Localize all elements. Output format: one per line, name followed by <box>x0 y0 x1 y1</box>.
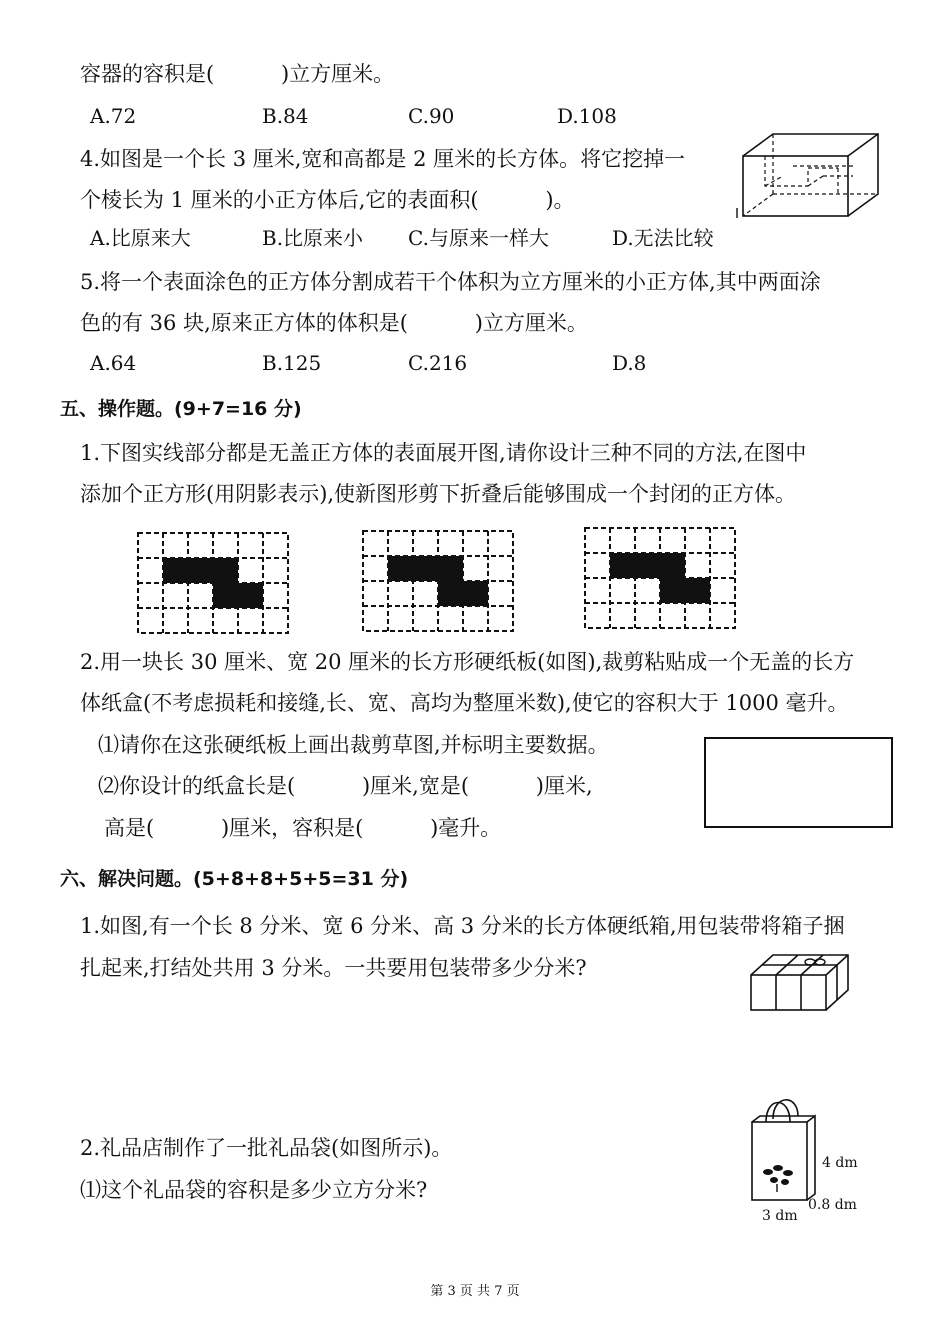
q5-line1: 5.将一个表面涂色的正方体分割成若干个体积为立方厘米的小正方体,其中两面涂 <box>80 270 821 294</box>
net-grid-2 <box>363 531 513 631</box>
section6-heading: 六、解决问题。(5+8+8+5+5=31 分) <box>60 868 409 890</box>
s6-q1-line1: 1.如图,有一个长 8 分米、宽 6 分米、高 3 分米的长方体硬纸箱,用包装带将箱子捆 <box>80 914 845 938</box>
q3-option-b: B.84 <box>262 104 309 128</box>
tied-box-figure <box>748 945 853 1015</box>
q3-text: 容器的容积是( )立方厘米。 <box>80 62 395 86</box>
q4-option-c: C.与原来一样大 <box>408 226 549 250</box>
q3-option-c: C.90 <box>408 104 455 128</box>
q4-line2: 个棱长为 1 厘米的小正方体后,它的表面积( )。 <box>80 188 575 212</box>
s5-q2-line1: 2.用一块长 30 厘米、宽 20 厘米的长方形硬纸板(如图),裁剪粘贴成一个无盖的长方 <box>80 650 855 674</box>
q5-option-c: C.216 <box>408 351 468 375</box>
cuboid-figure <box>735 128 885 223</box>
q4-option-d: D.无法比较 <box>612 226 714 250</box>
s6-q2-sub1: ⑴这个礼品袋的容积是多少立方分米? <box>80 1178 428 1202</box>
bag-height-label: 4 dm <box>822 1155 858 1171</box>
net-grid-3 <box>585 528 735 628</box>
net-grids <box>130 525 770 640</box>
q5-option-b: B.125 <box>262 351 322 375</box>
s5-q1-line2: 添加个正方形(用阴影表示),使新图形剪下折叠后能够围成一个封闭的正方体。 <box>80 482 797 506</box>
q5-line2: 色的有 36 块,原来正方体的体积是( )立方厘米。 <box>80 311 588 335</box>
gift-bag-figure <box>748 1092 818 1212</box>
s5-q2-sub1: ⑴请你在这张硬纸板上画出裁剪草图,并标明主要数据。 <box>98 733 609 757</box>
q4-line1: 4.如图是一个长 3 厘米,宽和高都是 2 厘米的长方体。将它挖掉一 <box>80 147 686 171</box>
cardboard-rectangle <box>704 737 893 828</box>
q3-option-d: D.108 <box>557 104 617 128</box>
page-footer: 第 3 页 共 7 页 <box>430 1284 520 1299</box>
s6-q1-line2: 扎起来,打结处共用 3 分米。一共要用包装带多少分米? <box>80 956 587 980</box>
section5-heading: 五、操作题。(9+7=16 分) <box>60 398 302 420</box>
q4-option-a: A.比原来大 <box>90 226 191 250</box>
s5-q1-line1: 1.下图实线部分都是无盖正方体的表面展开图,请你设计三种不同的方法,在图中 <box>80 441 807 465</box>
q4-option-b: B.比原来小 <box>262 226 364 250</box>
bag-width-label: 3 dm <box>762 1208 798 1224</box>
net-grid-1 <box>138 533 288 633</box>
s6-q2-line1: 2.礼品店制作了一批礼品袋(如图所示)。 <box>80 1136 453 1160</box>
q5-option-a: A.64 <box>90 351 137 375</box>
s5-q2-line2: 体纸盒(不考虑损耗和接缝,长、宽、高均为整厘米数),使它的容积大于 1000 毫升。 <box>80 691 849 715</box>
s5-q2-sub3: 高是( )厘米，容积是( )毫升。 <box>104 816 502 840</box>
bag-depth-label: 0.8 dm <box>808 1197 857 1213</box>
q5-option-d: D.8 <box>612 351 647 375</box>
q3-option-a: A.72 <box>90 104 137 128</box>
s5-q2-sub2: ⑵你设计的纸盒长是( )厘米,宽是( )厘米, <box>98 774 593 798</box>
